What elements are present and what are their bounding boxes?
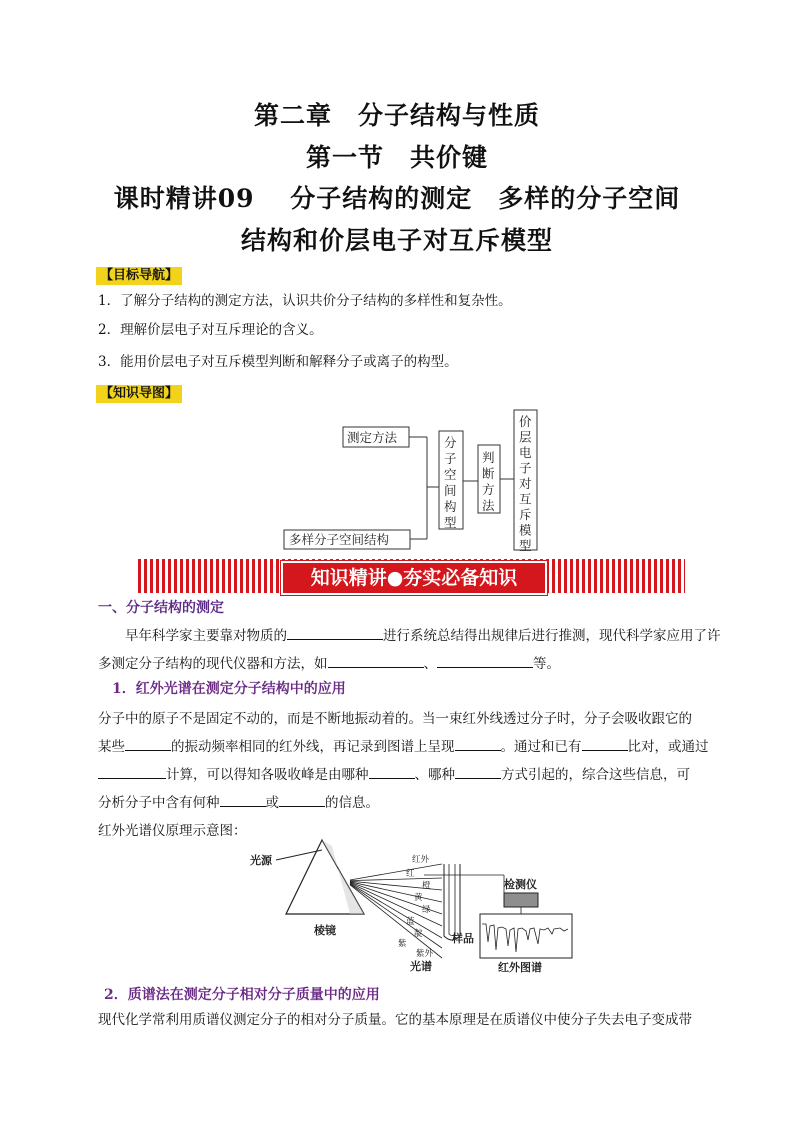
mindmap-tag: 【知识导图】 bbox=[96, 385, 182, 403]
section-title: 第一节 共价键 bbox=[305, 143, 488, 172]
vcol3-char: 价 bbox=[519, 414, 532, 429]
blank-10 bbox=[220, 792, 266, 807]
vcol1-char: 子 bbox=[444, 451, 457, 466]
blank-6 bbox=[582, 736, 628, 751]
spectrum-band-labels bbox=[398, 854, 434, 959]
ray-line bbox=[350, 864, 442, 880]
para-2: 分子中的原子不是固定不动的，而是不断地振动着的。当一束红外线透过分子时，分子会吸收跟它的 bbox=[98, 711, 692, 727]
goal-item-1: 1．了解分子结构的测定方法，认识共价分子结构的多样性和复杂性。 bbox=[98, 293, 512, 309]
vcol2-char: 方 bbox=[482, 482, 495, 497]
ray-line bbox=[350, 885, 442, 958]
blank-8 bbox=[369, 764, 415, 779]
section1-heading: 一、分子结构的测定 bbox=[98, 600, 224, 616]
chapter-title: 第二章 分子结构与性质 bbox=[253, 101, 540, 130]
vcol3-char: 模 bbox=[519, 522, 532, 538]
label-spectrum: 光谱 bbox=[410, 960, 432, 973]
vcol1-char: 型 bbox=[444, 515, 457, 530]
label-sample: 样品 bbox=[452, 932, 474, 945]
mindmap-col2 bbox=[482, 450, 495, 513]
para-2b: 某些 的振动频率相同的红外线，再记录到图谱上呈现 。通过和已有 比对，或通过 bbox=[98, 733, 724, 761]
para-1: 早年科学家主要靠对物质的 进行系统总结得出规律后进行推测，现代科学家应用了许 bbox=[98, 622, 724, 650]
mindmap-col1 bbox=[444, 435, 457, 530]
vcol1-char: 构 bbox=[444, 499, 457, 514]
para-2d: 分析分子中含有何种 或 的信息。 bbox=[98, 789, 724, 817]
vcol3-char: 电 bbox=[519, 445, 532, 460]
blank-9 bbox=[455, 764, 501, 779]
vcol3-char: 子 bbox=[519, 460, 532, 476]
band-label: 蓝 bbox=[406, 917, 415, 927]
blank-11 bbox=[279, 792, 325, 807]
para-4: 现代化学常利用质谱仪测定分子的相对分子质量。它的基本原理是在质谱仪中使分子失去电子变成带 bbox=[98, 1012, 692, 1028]
ir-chart-box bbox=[480, 914, 572, 958]
blank-1 bbox=[287, 625, 383, 640]
vcol2-char: 法 bbox=[482, 498, 495, 513]
mindmap-col3 bbox=[519, 414, 532, 553]
blank-3 bbox=[437, 653, 533, 668]
label-prism: 棱镜 bbox=[314, 924, 336, 937]
goal-item-3: 3．能用价层电子对互斥模型判断和解释分子或离子的构型。 bbox=[98, 354, 458, 370]
ray-line bbox=[350, 884, 442, 948]
subheading-ms: 2．质谱法在测定分子相对分子质量中的应用 bbox=[104, 987, 380, 1003]
blank-4 bbox=[125, 736, 171, 751]
vcol3-char: 互 bbox=[519, 491, 532, 507]
label-light-source: 光源 bbox=[250, 854, 272, 867]
mindmap-diagram bbox=[280, 405, 550, 555]
label-detector: 检测仪 bbox=[504, 878, 537, 891]
para-2c: 计算，可以得知各吸收峰是由哪种 、哪种 方式引起的，综合这些信息，可 bbox=[98, 761, 724, 789]
goals-tag: 【目标导航】 bbox=[96, 267, 182, 285]
vcol1-char: 间 bbox=[444, 483, 457, 498]
band-label: 橙 bbox=[422, 881, 431, 891]
subheading-ir: 1．红外光谱在测定分子结构中的应用 bbox=[112, 681, 346, 697]
band-label: 黄 bbox=[414, 893, 423, 903]
blank-7 bbox=[98, 764, 166, 779]
sample-tube bbox=[444, 864, 460, 940]
vcol2-char: 判 bbox=[482, 450, 495, 465]
band-label: 红外 bbox=[412, 855, 430, 865]
vcol3-char: 型 bbox=[519, 538, 532, 553]
lesson-title-line2: 结构和价层电子对互斥模型 bbox=[240, 226, 553, 255]
band-label: 紫外 bbox=[416, 949, 434, 959]
mindmap-left-top: 测定方法 bbox=[347, 430, 398, 445]
goal-item-2: 2．理解价层电子对互斥理论的含义。 bbox=[98, 322, 323, 338]
band-label: 绿 bbox=[422, 905, 431, 915]
mindmap-left-bottom: 多样分子空间结构 bbox=[289, 532, 390, 547]
band-label: 红 bbox=[406, 869, 415, 879]
vcol1-char: 空 bbox=[444, 467, 457, 482]
vcol1-char: 分 bbox=[444, 435, 457, 450]
vcol2-char: 断 bbox=[482, 466, 495, 481]
vcol3-char: 层 bbox=[519, 429, 532, 445]
para-1b: 多测定分子结构的现代仪器和方法，如 、 等。 bbox=[98, 650, 724, 678]
ir-spectrometer-diagram bbox=[246, 832, 586, 977]
vcol3-char: 对 bbox=[519, 476, 532, 491]
vcol3-char: 斥 bbox=[519, 507, 532, 522]
banner-text: 知识精讲●夯实必备知识 bbox=[281, 561, 547, 595]
band-label: 紫 bbox=[398, 939, 407, 949]
detector-box bbox=[504, 893, 538, 907]
blank-2 bbox=[328, 653, 424, 668]
label-ir-chart: 红外图谱 bbox=[498, 961, 542, 974]
lesson-title-line1: 课时精讲09 分子结构的测定 多样的分子空间 bbox=[113, 184, 681, 213]
band-label: 靛 bbox=[414, 929, 423, 939]
para-3: 红外光谱仪原理示意图： bbox=[98, 823, 247, 839]
blank-5 bbox=[455, 736, 501, 751]
